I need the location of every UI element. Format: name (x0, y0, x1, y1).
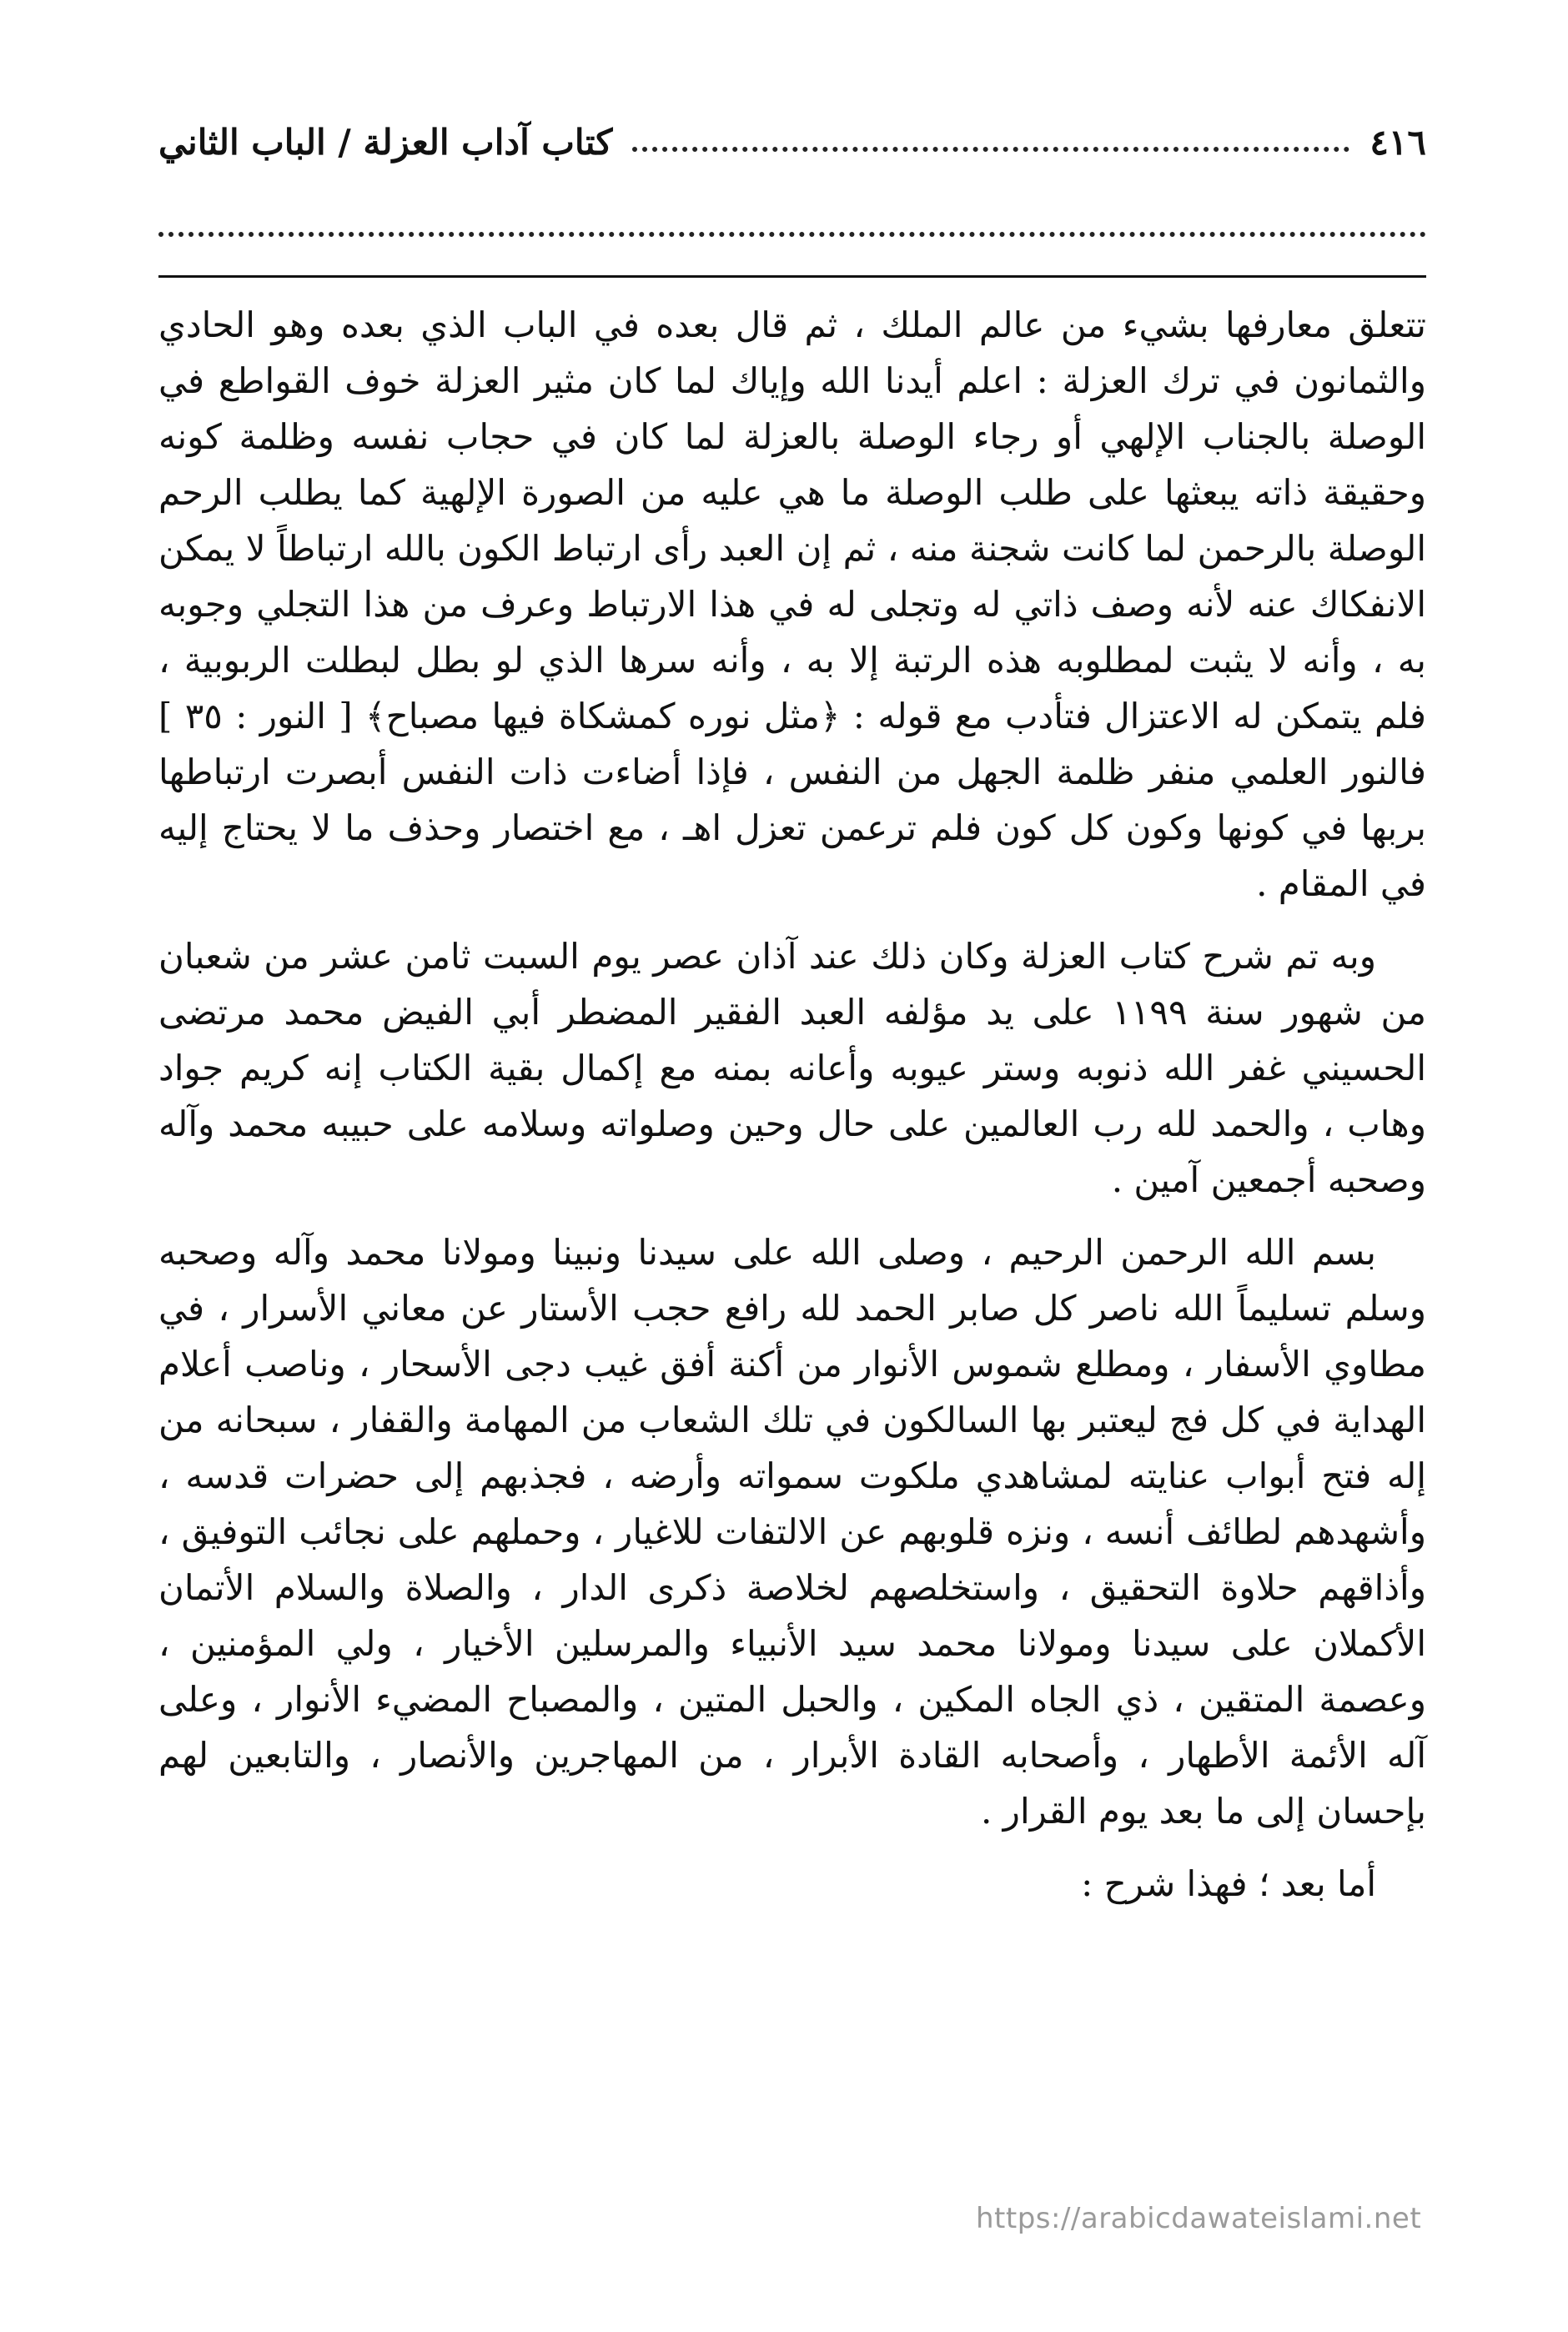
closing-line: أما بعد ؛ فهذا شرح : (1081, 1863, 1376, 1904)
page-number: ٤١٦ (1369, 121, 1426, 163)
header-title: كتاب آداب العزلة / الباب الثاني (158, 121, 613, 163)
header-rule (158, 275, 1426, 278)
main-text (158, 297, 1426, 1928)
watermark-url: https://arabicdawateislami.net (976, 2202, 1422, 2235)
paragraph-3: بسم الله الرحمن الرحيم ، وصلى الله على سيدنا ونبينا ومولانا محمد وآله وصحبه وسلم تسليماً الله ناصر كل صابر الحمد لله رافع حجب الأستار عن معاني الأسرار ، في مطاوي الأسفار ، ومطلع شموس الأنوار من أكنة أفق غيب دجى الأسحار ، وناصب أعلام الهداية في كل فج ليعتبر بها السالكون في تلك الشعاب من المهامة والقفار ، سبحانه من إله فتح أبواب عنايته لمشاهدي ملكوت سمواته وأرضه ، فجذبهم إلى حضرات قدسه ، وأشهدهم لطائف أنسه ، ونزه قلوبهم عن الالتفات للاغيار ، وحملهم على نجائب التوفيق ، وأذاقهم حلاوة التحقيق ، واستخلصهم لخلاصة ذكرى الدار ، والصلاة والسلام الأتمان الأكملان على سيدنا ومولانا محمد سيد الأنبياء والمرسلين الأخيار ، ولي المؤمنين ، وعصمة المتقين ، ذي الجاه المكين ، والحبل المتين ، والمصباح المضيء الأنوار ، وعلى آله الأئمة الأطهار ، وأصحابه القادة الأبرار ، من المهاجرين والأنصار ، والتابعين لهم بإحسان إلى ما بعد يوم القرار . (158, 1232, 1426, 1832)
paragraph-2: وبه تم شرح كتاب العزلة وكان ذلك عند آذان عصر يوم السبت ثامن عشر من شعبان من شهور سنة ١١٩٩ على يد مؤلفه العبد الفقير المضطر أبي الفيض محمد مرتضى الحسيني غفر الله ذنوبه وستر عيوبه وأعانه بمنه مع إكمال بقية الكتاب إنه كريم جواد وهاب ، والحمد لله رب العالمين على حال وحين وصلواته وسلامه على حبيبه محمد وآله وصحبه أجمعين آمين . (158, 936, 1426, 1200)
running-header (158, 108, 1426, 175)
header-dotted-leader (632, 147, 1349, 152)
dotted-separator (158, 232, 1426, 237)
paragraph-1: تتعلق معارفها بشيء من عالم الملك ، ثم قال بعده في الباب الذي بعده وهو الحادي والثمانون في ترك العزلة : اعلم أيدنا الله وإياك لما كان مثير العزلة خوف القواطع في الوصلة بالجناب الإلهي أو رجاء الوصلة بالعزلة لما كان في حجاب نفسه وظلمة كونه وحقيقة ذاته يبعثها على طلب الوصلة ما هي عليه من الصورة الإلهية كما يطلب الرحم الوصلة بالرحمن لما كانت شجنة منه ، ثم إن العبد رأى ارتباط الكون بالله ارتباطاً لا يمكن الانفكاك عنه لأنه وصف ذاتي له وتجلى له في هذا الارتباط وعرف من هذا التجلي وجوبه به ، وأنه لا يثبت لمطلوبه هذه الرتبة إلا به ، وأنه سرها الذي لو بطل لبطلت الربوبية ، فلم يتمكن له الاعتزال فتأدب مع قوله : ﴿مثل نوره كمشكاة فيها مصباح﴾ [ النور : ٣٥ ] فالنور العلمي منفر ظلمة الجهل من النفس ، فإذا أضاءت ذات النفس أبصرت ارتباطها بربها في كونها وكون كل كون فلم ترعمن تعزل اهـ ، مع اختصار وحذف ما لا يحتاج إليه في المقام . (158, 304, 1426, 904)
